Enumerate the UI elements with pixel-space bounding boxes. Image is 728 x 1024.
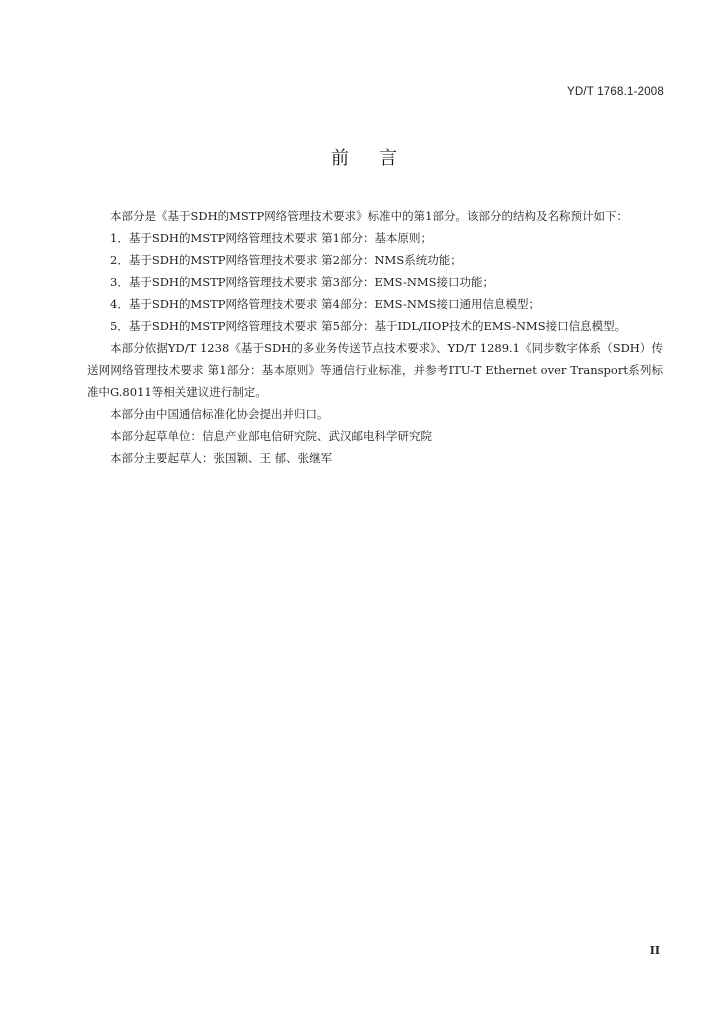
document-body — [87, 205, 663, 469]
intro-paragraph: 本部分是《基于SDH的MSTP网络管理技术要求》标准中的第1部分。该部分的结构及名称预计如下： — [110, 209, 629, 223]
drafting-units-paragraph: 本部分起草单位：信息产业部电信研究院、武汉邮电科学研究院 — [110, 429, 432, 443]
list-item: 5．基于SDH的MSTP网络管理技术要求 第5部分：基于IDL/IIOP技术的EMS-NMS接口信息模型。 — [110, 319, 627, 333]
list-item: 4．基于SDH的MSTP网络管理技术要求 第4部分：EMS-NMS接口通用信息模型； — [110, 297, 541, 311]
standard-number: YD/T 1768.1-2008 — [567, 86, 664, 98]
proposer-paragraph: 本部分由中国通信标准化协会提出并归口。 — [110, 407, 329, 421]
list-item: 1．基于SDH的MSTP网络管理技术要求 第1部分：基本原则； — [110, 231, 432, 245]
list-item: 3．基于SDH的MSTP网络管理技术要求 第3部分：EMS-NMS接口功能； — [110, 275, 495, 289]
basis-paragraph: 本部分依据YD/T 1238《基于SDH的多业务传送节点技术要求》、YD/T 1289.1《同步数字体系（SDH）传送网网络管理技术要求 第1部分：基本原则》等通信行业标准，并参考ITU-T Ethernet over Transport系列标准中G.8011等相关建议进行制定。 — [87, 341, 663, 399]
page-number: II — [649, 944, 660, 957]
drafters-paragraph: 本部分主要起草人：张国颖、王 郁、张继军 — [110, 451, 333, 465]
list-item: 2．基于SDH的MSTP网络管理技术要求 第2部分：NMS系统功能； — [110, 253, 462, 267]
page-title: 前言 — [331, 148, 427, 169]
